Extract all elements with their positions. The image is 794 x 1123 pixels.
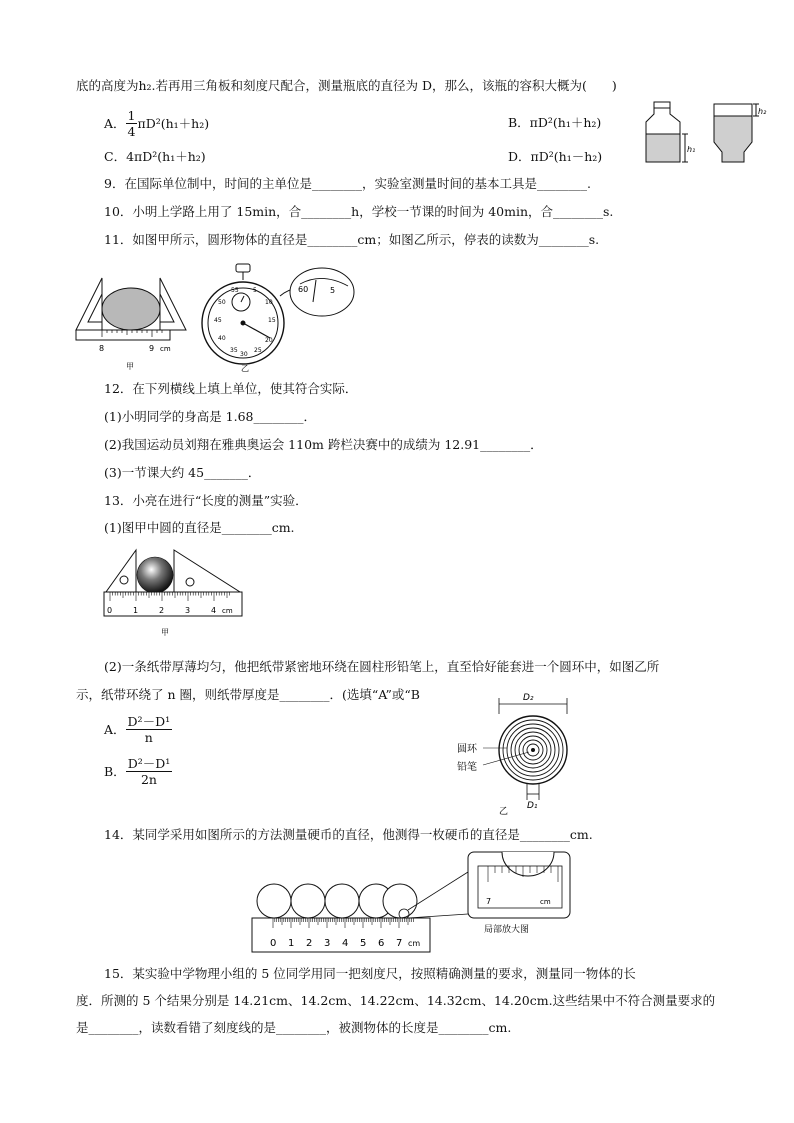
d2-label: D₂ [523,693,534,703]
ruler-jia-9: 9 [149,344,155,353]
coins [257,884,417,918]
ruler-14-num-6: 6 [378,938,385,949]
zoom-unit: cm [540,898,551,906]
watch-zoom-60: 60 [298,285,309,294]
q14: 14．某同学采用如图所示的方法测量硬币的直径，他测得一枚硬币的直径是________cm. [104,827,593,842]
q13-option-a-frac: $\frac{\text{D²－D¹}}{n}$ [127,714,171,745]
watch-num-55: 55 [231,287,239,294]
caption-ring: 乙 [499,807,509,816]
q13-option-a-label: A． [104,722,126,737]
ruler-14-unit: cm [408,939,421,948]
label-pencil: 铅笔 [457,762,477,773]
watch-num-5: 5 [253,287,257,294]
q14-figure [250,850,580,955]
watch-num-40: 40 [218,335,226,342]
ruler-13-num-2: 2 [159,606,165,615]
q8-option-a-expr: πD²(h₁＋h₂) [137,116,210,131]
round-object [102,288,160,330]
q13-option-b-frac: $\frac{\text{D²－D¹}}{2n}$ [127,756,171,787]
q8-option-a-coef: $\frac{1}{4}$ [127,108,136,139]
bottle-inverted [714,104,759,162]
stopwatch-icon [202,264,302,364]
ruler-14-num-2: 2 [306,938,313,949]
q12: 12．在下列横线上填上单位，使其符合实际． [104,381,358,396]
watch-num-20: 20 [265,337,273,344]
q13-option-b-label: B． [104,764,126,779]
ruler-jia-unit: cm [160,345,171,353]
q8-option-c[interactable]: C．4πD²(h₁＋h₂) [104,149,206,164]
watch-num-25: 25 [254,347,262,354]
q13-figure-jia [100,544,250,642]
watch-num-10: 10 [265,299,273,306]
caption-13-jia: 甲 [161,628,169,637]
d1-label: D₁ [527,801,538,811]
ruler-14-num-7: 7 [396,938,403,949]
sphere [137,557,173,593]
ruler-13-num-4: 4 [211,606,217,615]
bottles-figure [640,98,770,170]
q13: 13．小亮在进行“长度的测量”实验． [104,493,308,508]
q11: 11．如图甲所示，圆形物体的直径是________cm；如图乙所示，停表的读数为________s. [104,232,600,247]
q13-option-b[interactable] [104,756,172,787]
watch-num-15: 15 [268,317,276,324]
q11-figure [72,260,362,372]
ruler-13-num-1: 1 [133,606,139,615]
ruler-13-num-0: 0 [107,606,113,615]
ruler-14-num-3: 3 [324,938,331,949]
ruler-14-num-5: 5 [360,938,367,949]
q8-option-a-label: A． [104,116,126,131]
q8-stem: 底的高度为h₂.若再用三角板和刻度尺配合，测量瓶底的直径为 D，那么，该瓶的容积大概为( ) [76,78,617,93]
q13-2-line2: 示，纸带环绕了 n 圈，则纸带厚度是________．(选填“A”或“B [76,687,420,702]
ruler-13-num-3: 3 [185,606,191,615]
q8-option-d[interactable]: D．πD²(h₁－h₂) [508,149,603,164]
q15-line3: 是________，读数看错了刻度线的是________，被测物体的长度是________cm. [76,1020,512,1035]
q10: 10．小明上学路上用了 15min，合________h，学校一节课的时间为 40min，合________s. [104,204,614,219]
q9: 9．在国际单位制中，时间的主单位是________，实验室测量时间的基本工具是________. [104,176,591,191]
watch-num-30: 30 [240,351,248,358]
h2-label: h₂ [758,107,767,116]
q12-1: (1)小明同学的身高是 1.68________． [104,409,317,424]
q15-line2: 度．所测的 5 个结果分别是 14.21cm、14.2cm、14.22cm、14.32cm、14.20cm.这些结果中不符合测量要求的 [76,993,716,1008]
ruler-jia [76,330,170,340]
q13-2-line1: (2)一条纸带厚薄均匀，他把纸带紧密地环绕在圆柱形铅笔上，直至恰好能套进一个圆环中，如图乙所 [104,659,660,674]
bottle-upright [646,102,688,162]
q12-2: (2)我国运动员刘翔在雅典奥运会 110m 跨栏决赛中的成绩为 12.91________． [104,437,543,452]
ruler-jia-8: 8 [99,344,105,353]
watch-num-50: 50 [218,299,226,306]
h1-label: h₁ [687,145,696,154]
label-ring: 圆环 [457,744,477,755]
zoom-caption: 局部放大图 [484,925,530,935]
q15-line1: 15．某实验中学物理小组的 5 位同学用同一把刻度尺，按照精确测量的要求，测量同一物体的长 [104,966,636,981]
watch-zoom-5: 5 [330,286,336,295]
ring-figure [455,690,595,816]
q8-option-a[interactable] [104,108,209,139]
ruler-14-num-0: 0 [270,938,277,949]
watch-num-45: 45 [214,317,222,324]
caption-jia: 甲 [126,362,134,371]
q8-option-b[interactable]: B．πD²(h₁＋h₂) [508,115,602,130]
ruler-14 [252,918,430,952]
zoom-num-7: 7 [486,897,492,906]
caption-yi: 乙 [241,364,249,372]
q13-1: (1)图甲中圆的直径是________cm. [104,520,295,535]
ruler-14-num-1: 1 [288,938,295,949]
watch-num-35: 35 [230,347,238,354]
ruler-13-unit: cm [222,607,233,615]
q13-option-a[interactable] [104,714,172,745]
q12-3: (3)一节课大约 45_______． [104,465,261,480]
triangle-rulers [106,550,240,592]
ruler-14-num-4: 4 [342,938,349,949]
